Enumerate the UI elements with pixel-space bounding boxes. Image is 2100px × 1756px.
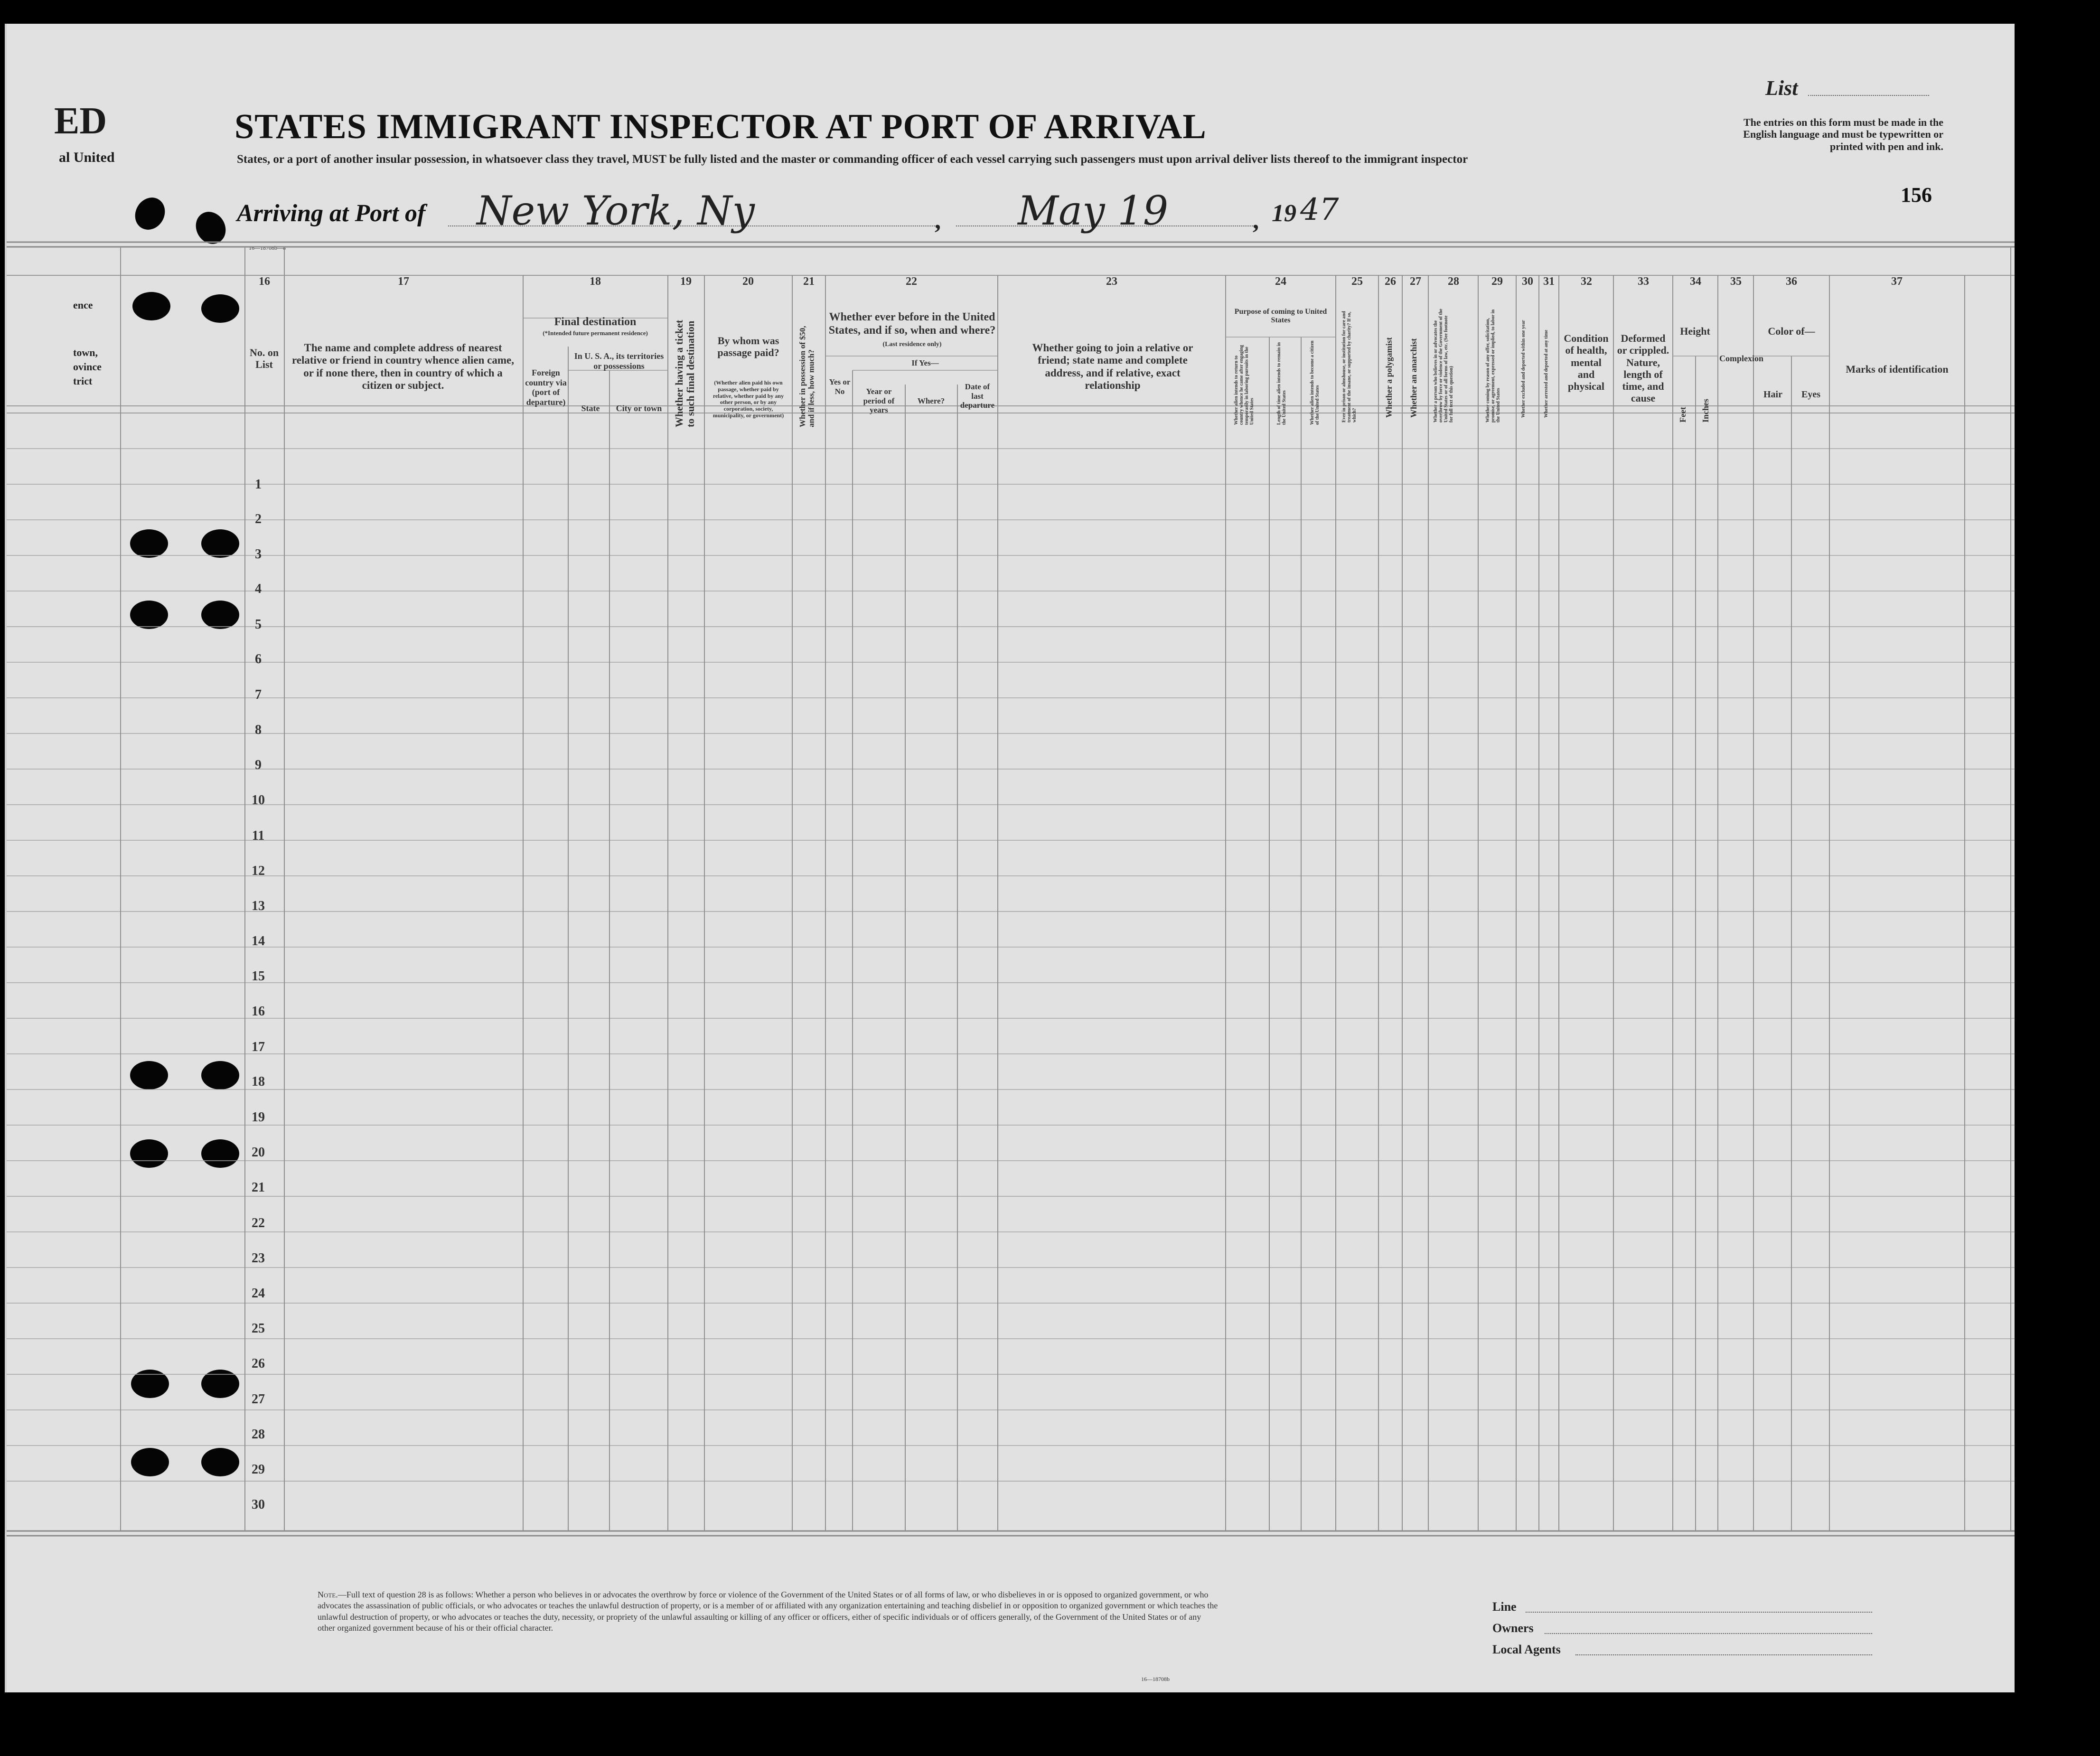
header-c18-foreign: Foreign country via (port of departure) xyxy=(525,368,567,407)
header-c22-yesno: Yes or No xyxy=(829,377,851,396)
row-number: 2 xyxy=(255,512,262,526)
header-c22-main: Whether ever before in the United States, and if so, when and where? xyxy=(828,311,996,337)
row-number: 25 xyxy=(252,1321,265,1336)
header-c36-hair: Hair xyxy=(1763,389,1782,400)
row-number: 17 xyxy=(252,1040,265,1054)
column-number: 20 xyxy=(742,275,754,288)
header-c25: Ever in prison or almshouse, or institution for care and treatment of the insane, or supported by charity? If so, which? xyxy=(1341,311,1357,423)
form-grid xyxy=(7,24,2015,1692)
header-c34-inches: Inches xyxy=(1701,398,1710,423)
row-number: 15 xyxy=(252,969,265,984)
header-c37: Marks of identification xyxy=(1846,363,1949,375)
header-c19: Whether having a ticket to such final destination xyxy=(673,319,697,427)
header-c29: Whether coming by reason of any offer, solicitation, promise, or agreement, expressed or implied, to labor in the United States xyxy=(1485,309,1501,423)
column-number: 34 xyxy=(1690,275,1701,288)
page-subtitle: States, or a port of another insular possession, in whatsoever class they travel, MUST be fully listed and the master or commanding officer of each vessel carrying such passengers must upon arrival deliver lists thereof to the immigrant inspector xyxy=(237,153,1468,166)
header-c36-eyes: Eyes xyxy=(1801,389,1820,400)
row-number: 10 xyxy=(252,793,265,808)
row-number: 18 xyxy=(252,1074,265,1089)
list-label: List xyxy=(1765,76,1798,100)
row-number: 9 xyxy=(255,758,262,772)
left-fragment: ovince xyxy=(73,361,102,373)
row-number: 14 xyxy=(252,934,265,948)
row-number: 5 xyxy=(255,617,262,632)
column-number: 21 xyxy=(803,275,815,288)
header-c20-main: By whom was passage paid? xyxy=(717,335,779,359)
comma: , xyxy=(935,207,941,234)
port-handwritten: New York, Ny xyxy=(477,188,755,234)
header-c21: Whether in possession of $50, and if less, how much? xyxy=(798,326,816,427)
column-number: 36 xyxy=(1786,275,1797,288)
header-c34-feet: Feet xyxy=(1678,407,1688,423)
header-c36-title: Color of— xyxy=(1768,325,1815,337)
header-c24-a: Whether alien intends to return to country whence he came after engaging temporarily in laboring pursuits in the United States xyxy=(1234,345,1255,425)
header-c22-date: Date of last departure xyxy=(960,382,995,410)
column-number: 18 xyxy=(590,275,601,288)
column-number: 16 xyxy=(259,275,270,288)
footnote xyxy=(318,1589,1219,1634)
row-number: 29 xyxy=(252,1462,265,1477)
row-number: 3 xyxy=(255,547,262,562)
form-code-small: 16—18708b—8 xyxy=(249,244,286,251)
column-number: 32 xyxy=(1581,275,1592,288)
header-c24-title: Purpose of coming to United States xyxy=(1234,308,1327,325)
left-fragment: trict xyxy=(73,375,93,387)
column-number: 23 xyxy=(1106,275,1117,288)
header-c24-b: Length of time alien intends to remain in the United States xyxy=(1276,342,1287,425)
header-c27: Whether an anarchist xyxy=(1409,338,1418,418)
header-c35: Complexion xyxy=(1719,354,1764,363)
header-c18-note: (*Intended future permanent residence) xyxy=(543,329,648,337)
owners-field xyxy=(1545,1633,1872,1634)
page-title: STATES IMMIGRANT INSPECTOR AT PORT OF ARRIVAL xyxy=(234,107,1207,146)
column-number: 24 xyxy=(1275,275,1286,288)
row-number: 11 xyxy=(252,828,265,843)
footnote-text: —Full text of question 28 is as follows: Whether a person who believes in or advocates the overthrow by force or violence of the Government of the United States or of all forms of law, or who disbelieves in or is opposed to organized government, or who advocates the assassination of public officials, or who advocates or teaches the unlawful destruction of property, or is a member of or affiliated with any organization entertaining and teaching disbelief in or opposition to organized government or which teaches the unlawful destruction of property, or who advocates or teaches the duty, necessity, or propriety of the unlawful assaulting or killing of any officer or officers, either of specific individuals or of officers generally, of the Government of the United States or of any other organized government because of his or their official character. xyxy=(318,1590,1218,1633)
row-number: 20 xyxy=(252,1145,265,1160)
row-number: 27 xyxy=(252,1392,265,1407)
agents-field xyxy=(1575,1654,1872,1655)
manifest-sheet xyxy=(5,24,2015,1692)
header-c34-title: Height xyxy=(1680,325,1710,337)
header-c26: Whether a polygamist xyxy=(1384,337,1394,418)
column-number: 17 xyxy=(398,275,409,288)
date-handwritten: May 19 xyxy=(1018,188,1169,234)
sheet-number: 156 xyxy=(1901,183,1932,207)
header-c18-usa: In U. S. A., its territories or possessions xyxy=(574,351,664,371)
header-c18-title: Final destination xyxy=(554,316,637,328)
footnote-label: Note. xyxy=(318,1590,338,1599)
column-number: 28 xyxy=(1448,275,1459,288)
row-number: 4 xyxy=(255,582,262,596)
header-c20-note: (Whether alien paid his own passage, whether paid by relative, whether paid by any other person, or by any corporation, society, municipality, or government) xyxy=(712,379,784,419)
column-number: 19 xyxy=(680,275,692,288)
header-c33: Deformed or crippled. Nature, length of time, and cause xyxy=(1617,332,1669,404)
arriving-label: Arriving at Port of xyxy=(237,200,426,227)
header-c18-city: City or town xyxy=(616,404,662,413)
left-fragment: town, xyxy=(73,347,98,358)
header-c32: Condition of health, mental and physical xyxy=(1564,332,1609,393)
row-number: 6 xyxy=(255,652,262,667)
header-c22-ifyes: If Yes— xyxy=(911,358,939,367)
row-number: 30 xyxy=(252,1497,265,1512)
column-number: 33 xyxy=(1638,275,1649,288)
column-number: 37 xyxy=(1891,275,1903,288)
owners-label: Owners xyxy=(1492,1621,1534,1635)
year-prefix: 19 xyxy=(1272,200,1296,227)
line-field xyxy=(1526,1612,1872,1613)
row-number: 7 xyxy=(255,687,262,702)
header-c30: Whether excluded and deported within one year xyxy=(1521,320,1526,418)
left-fragment-sub: al United xyxy=(59,150,115,165)
comma: , xyxy=(1253,207,1259,234)
header-c22-note: (Last residence only) xyxy=(882,341,942,348)
year-handwritten: 47 xyxy=(1300,192,1339,227)
row-number: 12 xyxy=(252,864,265,878)
header-c31: Whether arrested and deported at any time xyxy=(1544,329,1549,418)
column-number: 31 xyxy=(1543,275,1555,288)
line-label: Line xyxy=(1492,1600,1517,1614)
row-number: 26 xyxy=(252,1356,265,1371)
header-c24-c: Whether alien intends to become a citizen of the United States xyxy=(1310,340,1320,425)
header-c17: The name and complete address of nearest relative or friend in country whence alien came, or if none there, then in country of which a citizen or subject. xyxy=(291,342,514,392)
header-c16: No. on List xyxy=(249,347,279,371)
left-fragment-title: ED xyxy=(54,100,107,142)
agents-label: Local Agents xyxy=(1492,1643,1561,1656)
column-number: 29 xyxy=(1491,275,1503,288)
row-number: 8 xyxy=(255,723,262,737)
header-c18-state: State xyxy=(581,404,600,413)
column-number: 35 xyxy=(1730,275,1742,288)
header-c28: Whether a person who believes in or advocates the overthrow by force or violence of the Government of the United States or of all forms of law, etc. (See footnote for full text of this question) xyxy=(1433,309,1454,423)
row-number: 21 xyxy=(252,1180,265,1195)
row-number: 24 xyxy=(252,1286,265,1301)
column-number: 27 xyxy=(1410,275,1421,288)
row-number: 23 xyxy=(252,1251,265,1266)
column-number: 25 xyxy=(1351,275,1363,288)
column-number: 26 xyxy=(1385,275,1396,288)
left-fragment: ence xyxy=(73,299,93,311)
header-c22-where: Where? xyxy=(917,396,945,405)
header-c23: Whether going to join a relative or friend; state name and complete address, and if relative, exact relationship xyxy=(1032,342,1193,392)
row-number: 22 xyxy=(252,1216,265,1230)
row-number: 13 xyxy=(252,899,265,913)
instructions: The entries on this form must be made in the English language and must be typewritten or printed with pen and ink. xyxy=(1743,116,1943,152)
footer-form-code: 16—18708b xyxy=(1141,1676,1170,1682)
column-number: 30 xyxy=(1522,275,1533,288)
header-c22-period: Year or period of years xyxy=(863,387,895,415)
row-number: 1 xyxy=(255,477,262,492)
row-number: 28 xyxy=(252,1427,265,1442)
row-number: 16 xyxy=(252,1004,265,1019)
row-number: 19 xyxy=(252,1110,265,1125)
column-number: 22 xyxy=(906,275,917,288)
